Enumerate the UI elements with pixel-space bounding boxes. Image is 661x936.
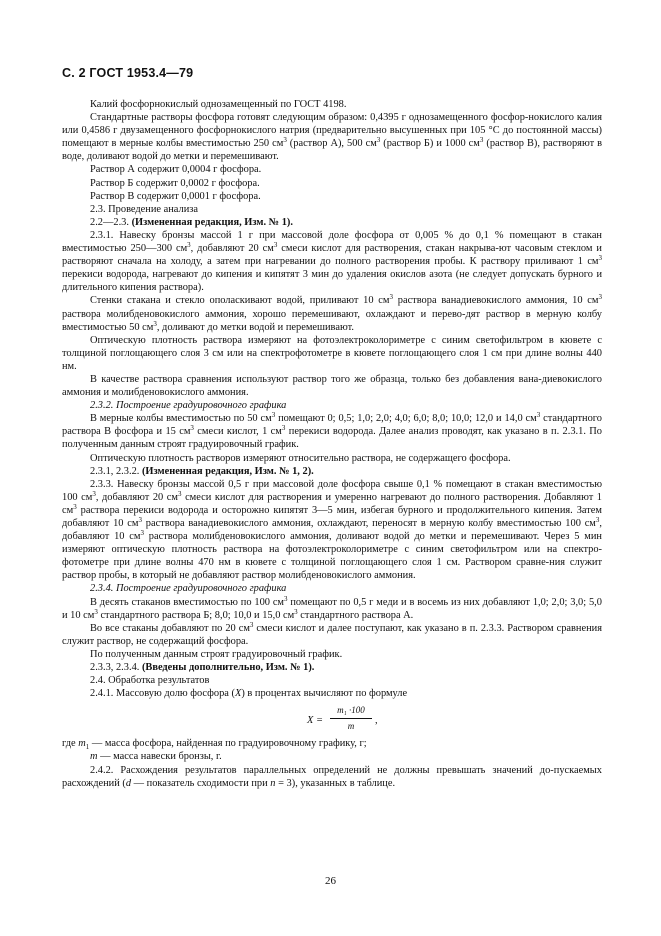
- paragraph: [62, 452, 602, 465]
- text: Оптическую плотность раствора измеряют на фотоэлектроколориметре с синим светофильтром в кювете с толщиной поглощающего слоя 3 см или на спектрофотометре в кювете поглощающего слоя 1 см при длине волны 440 нм.: [62, 334, 602, 372]
- paragraph: [62, 764, 602, 790]
- superscript: 3: [140, 529, 144, 538]
- formula-comma: ,: [375, 715, 378, 727]
- text: , добавляют 20 см: [190, 243, 274, 255]
- text: , добавляют 10 см: [62, 518, 602, 543]
- amendment-note: [62, 661, 602, 674]
- paragraph: [62, 98, 602, 111]
- superscript: 3: [281, 424, 286, 433]
- paragraph: [62, 111, 602, 163]
- text: В мерные колбы вместимостью по 50 см: [90, 413, 272, 425]
- text: Калий фосфорнокислый однозамещенный по ГОСТ 4198.: [90, 99, 347, 110]
- superscript: 3: [249, 620, 254, 629]
- text: В качестве раствора сравнения используют раствор того же образца, только без добавления вана-диевокислого аммония и молибденовокислого аммония.: [62, 373, 602, 399]
- superscript: 3: [389, 293, 393, 302]
- bold-text: (Введены дополнительно, Изм. № 1).: [141, 662, 315, 674]
- superscript: 3: [271, 411, 276, 420]
- paragraph: [62, 648, 602, 661]
- paragraph: [62, 294, 602, 333]
- text: 2.4. Обработка результатов: [90, 675, 210, 687]
- formula: [62, 704, 602, 732]
- formula-fraction: [330, 704, 372, 733]
- paragraph: [62, 478, 602, 583]
- paragraph: [62, 596, 602, 622]
- page-header: С. 2 ГОСТ 1953.4—79: [62, 66, 194, 80]
- text: = 3), указанных в таблице.: [275, 777, 396, 789]
- text: раствора перекиси водорода и осторожно кипятят 3—5 мин, избегая бурного и продолжительного кипения. Затем добавляют 10 см: [62, 504, 602, 529]
- text: 2.3.1. Навеску бронзы массой 1 г при массовой доле фосфора от 0,005 % до 0,1 % помещают в стакан вместимостью 250—300 см: [62, 229, 602, 255]
- text: 2.3.3, 2.3.4.: [90, 662, 142, 674]
- text: Стандартные растворы фосфора готовят следующим образом: 0,4395 г однозамещенного фосфор-нокислого калия или 0,4586 г двузамещенного фосфорнокислого натрия (предварительно высушенных при 105 °С до постоянной массы) помещают в мерные колбы вместимостью 250 см: [62, 112, 602, 150]
- text: (раствор Б) и 1000 см: [380, 138, 480, 150]
- text: — масса фосфора, найденная по градуировочному графику, г;: [89, 738, 367, 750]
- superscript: 3: [479, 136, 484, 145]
- document-body: [62, 98, 602, 790]
- superscript: 3: [598, 254, 602, 263]
- superscript: 3: [190, 424, 194, 433]
- superscript: 3: [187, 241, 191, 250]
- italic-text: 2.3.4. Построение градуировочного графика: [90, 583, 287, 595]
- superscript: 3: [283, 136, 287, 145]
- text: стандартного раствора В фосфора и 15 см: [62, 413, 602, 438]
- italic-text: d: [125, 777, 132, 789]
- text: 2.2—2.3.: [90, 216, 132, 228]
- superscript: 3: [595, 516, 600, 524]
- text: помещают по 0,5 г меди и в восемь из них добавляют 1,0; 2,0; 3,0; 5,0 и 10 см: [62, 596, 602, 621]
- superscript: 3: [153, 319, 157, 328]
- superscript: 3: [598, 293, 602, 302]
- superscript: 3: [273, 241, 278, 250]
- text: 2.4.2. Расхождения результатов параллельных определений не должны превышать значений до-пускаемых расхождений (: [62, 764, 602, 789]
- paragraph: [62, 334, 602, 373]
- text: ) в процентах вычисляют по формуле: [241, 688, 408, 700]
- paragraph: [62, 229, 602, 294]
- amendment-note: [62, 216, 602, 229]
- text: перекиси водорода, нагревают до кипения и кипятят 3 мин до удаления окислов азота (не следует допускать бурного и длительного кипения раствора).: [62, 269, 602, 294]
- text: 2.3.3. Навеску бронзы массой 0,5 г при массовой доле фосфора свыше 0,1 % помещают в стакан вместимостью 100 см: [62, 478, 602, 503]
- text: Стенки стакана и стекло ополаскивают водой, приливают 10 см: [90, 295, 390, 307]
- text: смеси кислот для растворения, стакан накрыва-ют часовым стеклом и растворяют сначала на холоду, а затем при нагревании до полного растворения пробы. К раствору приливают 1 см: [62, 243, 602, 268]
- text: раствора ванадиевокислого аммония, 10 см: [393, 295, 599, 307]
- paragraph: [62, 190, 602, 203]
- superscript: 3: [94, 607, 98, 616]
- formula-numerator: m₁ ·100: [330, 704, 372, 719]
- paragraph: [62, 687, 602, 700]
- italic-text: X: [234, 688, 242, 700]
- text: По полученным данным строят градуировочный график.: [90, 648, 343, 660]
- text: , доливают до метки водой и перемешивают.: [156, 321, 354, 333]
- text: помещают 0; 0,5; 1,0; 2,0; 4,0; 6,0; 8,0; 10,0; 12,0 и 14,0 см: [275, 413, 537, 425]
- italic-text: n: [270, 777, 276, 789]
- text: 2.3. Проведение анализа: [90, 203, 198, 215]
- text: смеси кислот для растворения и умеренно нагревают до полного растворения. Добавляют 1 см: [62, 491, 602, 516]
- text: — показатель сходимости при: [131, 777, 271, 789]
- text: раствора молибденовокислого аммония, доливают водой до метки и перемешивают. Через 5 мин измеряют оптическую плотность раствора на фотоэлектроколориметре с синим светофильтром или на спектро-фотометре при длине волны 470 нм в кювете с толщиной поглощающего слоя 1 см. Раствором сравне-ния служит раствор пробы, в который не добавляют раствор молибденовокислого аммония.: [62, 531, 602, 582]
- paragraph: [62, 737, 602, 750]
- formula-lhs: X =: [307, 715, 323, 727]
- page-number: 26: [325, 875, 336, 887]
- text: (раствор А), 500 см: [286, 138, 377, 150]
- superscript: 3: [294, 607, 298, 616]
- paragraph: [62, 373, 602, 399]
- text: 2.4.1. Массовую долю фосфора (: [90, 688, 235, 700]
- superscript: 3: [178, 489, 182, 498]
- superscript: 3: [376, 136, 381, 145]
- text: , добавляют 20 см: [95, 491, 178, 503]
- subsection-heading: [62, 399, 602, 412]
- superscript: 3: [536, 411, 541, 420]
- bold-text: (Измененная редакция, Изм. № 1).: [131, 216, 293, 228]
- text: Оптическую плотность растворов измеряют относительно раствора, не содержащего фосфора.: [90, 452, 511, 464]
- paragraph: [62, 750, 602, 763]
- superscript: 3: [73, 502, 77, 511]
- text: стандартного раствора А.: [297, 609, 414, 621]
- text: 2.3.1, 2.3.2.: [90, 465, 142, 477]
- text: раствора ванадиевокислого аммония, охлаждают, переносят в мерную колбу вместимостью 100 см: [141, 518, 596, 529]
- paragraph: [62, 412, 602, 451]
- text: Раствор В содержит 0,0001 г фосфора.: [90, 190, 261, 202]
- text: где: [62, 738, 79, 750]
- italic-text: m: [90, 751, 98, 763]
- text: перекиси водорода. Далее анализ проводят, как указано в п. 2.3.1. По полученным данным строят градуировочный график.: [62, 426, 602, 451]
- text: Раствор Б содержит 0,0002 г фосфора.: [90, 177, 260, 189]
- text: смеси кислот, 1 см: [193, 426, 282, 438]
- italic-text: m: [78, 738, 86, 750]
- section-heading: [62, 674, 602, 687]
- bold-text: (Измененная редакция, Изм. № 1, 2).: [141, 465, 314, 477]
- formula-denominator: m: [347, 721, 355, 732]
- text: Во все стаканы добавляют по 20 см: [90, 622, 250, 634]
- amendment-note: [62, 465, 602, 478]
- paragraph: [62, 622, 602, 648]
- paragraph: [62, 177, 602, 190]
- text: (раствор В), растворяют в воде, доливают водой до метки и перемешивают.: [62, 138, 603, 163]
- text: смеси кислот и далее поступают, как указано в п. 2.3.3. Раствором сравнения служит раствор, не содержащий фосфора.: [62, 622, 602, 647]
- text: раствора молибденовокислого аммония, хорошо перемешивают, охлаждают и перево-дят раствор в мерную колбу вместимостью 50 см: [62, 308, 602, 333]
- text: — масса навески бронзы, г.: [97, 751, 222, 763]
- paragraph: [62, 163, 602, 176]
- superscript: 3: [92, 489, 96, 498]
- subscript: 1: [85, 743, 90, 752]
- subsection-heading: [62, 582, 602, 595]
- text: Раствор А содержит 0,0004 г фосфора.: [90, 164, 262, 176]
- superscript: 3: [284, 594, 288, 603]
- text: В десять стаканов вместимостью по 100 см: [90, 596, 285, 608]
- section-heading: [62, 203, 602, 216]
- text: стандартного раствора Б; 8,0; 10,0 и 15,0 см: [97, 609, 295, 621]
- italic-text: 2.3.2. Построение градуировочного графика: [90, 400, 287, 412]
- superscript: 3: [138, 516, 142, 524]
